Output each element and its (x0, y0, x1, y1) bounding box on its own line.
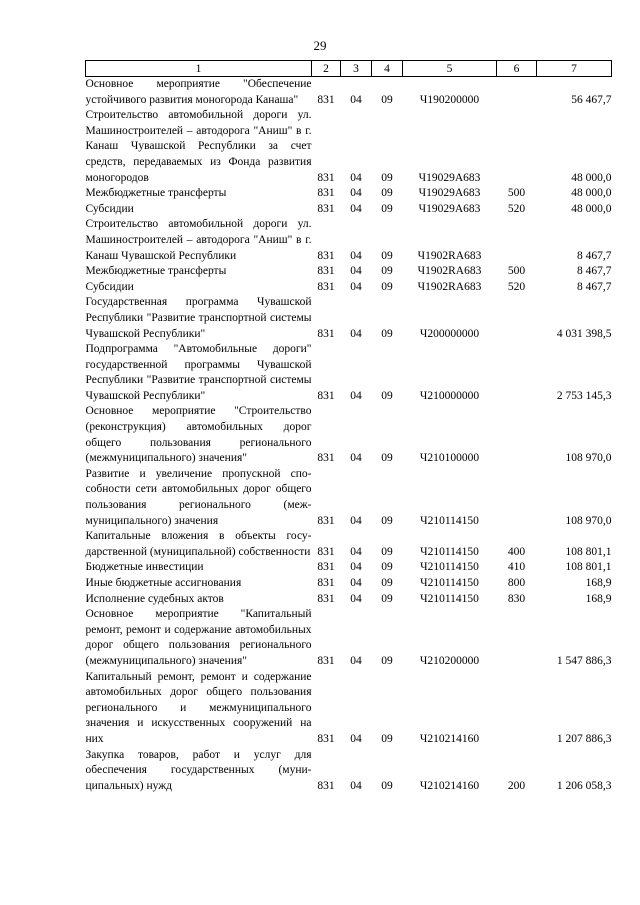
table-row (86, 186, 612, 202)
row-name: Развитие и увеличение пропускной способности сети автомобильных дорог общего пользования регионального (межмуниципального) значения (85, 467, 312, 527)
row-amount: 168,9 (585, 592, 612, 605)
row-amount: 108 970,0 (565, 452, 612, 465)
row-expense-type (497, 108, 537, 186)
row-target-code: Ч210114150 (420, 561, 479, 574)
row-amount: 2 753 145,3 (556, 389, 612, 402)
row-expense-type (497, 217, 537, 264)
row-name: Основное мероприятие "Строительство (реконструкция) автомобильных дорог общего пользования регионального (межмуниципального) значения" (85, 405, 312, 465)
row-subsection-code: 09 (381, 265, 393, 278)
row-section-code: 04 (350, 452, 362, 465)
row-section-code: 04 (350, 187, 362, 200)
row-section-code: 04 (350, 545, 362, 558)
row-expense-type (497, 607, 537, 669)
row-target-code: Ч210114150 (420, 577, 479, 589)
row-subsection-code: 09 (381, 592, 393, 605)
row-amount: 1 207 886,3 (556, 732, 612, 745)
row-name: Капитальные вложения в объекты государственной (муниципальной) собственности (85, 530, 312, 558)
row-expense-type (497, 77, 537, 109)
row-amount: 108 970,0 (565, 514, 612, 527)
row-subsection-code: 09 (381, 280, 393, 293)
row-ministry-code: 831 (317, 514, 335, 527)
row-name: Основное мероприятие "Капитальный ремонт, ремонт и содержание автомобильных дорог общего пользования регионального (межмуниципального) значения" (85, 608, 312, 667)
row-name: Межбюджетные трансферты (85, 265, 227, 278)
table-row (86, 560, 612, 576)
row-ministry-code: 831 (317, 265, 335, 278)
row-expense-type (497, 467, 537, 529)
row-name: Исполнение судебных актов (85, 592, 224, 605)
row-name: Государственная программа Чувашской Республики "Развитие транспортной системы Чувашской Республики" (85, 296, 312, 340)
row-expense-type: 800 (507, 577, 526, 589)
row-section-code: 04 (350, 779, 362, 792)
row-expense-type: 200 (507, 779, 526, 792)
row-name: Субсидии (85, 280, 134, 293)
row-target-code: Ч210200000 (419, 654, 480, 667)
column-header-4: 4 (372, 61, 403, 77)
row-ministry-code: 831 (317, 779, 335, 792)
row-name: Строительство автомобильной дороги ул. Машиностроителей – автодорога "Аниш" в г. Канаш Чувашской Республики (85, 218, 312, 262)
row-ministry-code: 831 (317, 452, 335, 465)
row-target-code: Ч19029А683 (418, 171, 481, 184)
row-amount: 1 547 886,3 (556, 654, 612, 667)
row-section-code: 04 (350, 171, 362, 184)
row-subsection-code: 09 (381, 654, 393, 667)
row-expense-type: 830 (507, 592, 526, 605)
row-target-code: Ч210114150 (420, 514, 479, 527)
row-target-code: Ч1902RA683 (417, 249, 482, 262)
row-subsection-code: 09 (381, 187, 393, 200)
row-section-code: 04 (350, 592, 362, 605)
row-ministry-code: 831 (317, 327, 335, 340)
row-section-code: 04 (350, 654, 362, 667)
column-header-2: 2 (312, 61, 341, 77)
row-subsection-code: 09 (381, 327, 393, 340)
row-expense-type: 520 (507, 202, 526, 215)
row-subsection-code: 09 (381, 93, 393, 106)
table-row (86, 670, 612, 748)
row-section-code: 04 (350, 732, 362, 745)
row-section-code: 04 (350, 577, 362, 589)
row-ministry-code: 831 (317, 171, 335, 184)
table-row (86, 295, 612, 342)
row-target-code: Ч1902RA683 (417, 265, 482, 278)
row-section-code: 04 (350, 514, 362, 527)
row-subsection-code: 09 (381, 202, 393, 215)
table-row (86, 592, 612, 608)
row-target-code: Ч200000000 (419, 327, 480, 340)
row-name: Капитальный ремонт, ремонт и содержание автомобильных дорог общего пользования регионального и межмуниципального значения и искусственных сооружений на них (85, 670, 312, 745)
row-amount: 8 467,7 (577, 249, 612, 262)
row-target-code: Ч210000000 (419, 389, 480, 402)
row-amount: 48 000,0 (571, 187, 612, 200)
row-section-code: 04 (350, 249, 362, 262)
row-name: Основное мероприятие "Обеспечение устойчивого развития моногорода Канаша" (85, 78, 312, 106)
table-row (86, 748, 612, 795)
row-amount: 1 206 058,3 (556, 779, 612, 792)
table-row (86, 529, 612, 560)
row-name: Субсидии (85, 202, 134, 215)
row-section-code: 04 (350, 327, 362, 340)
row-amount: 8 467,7 (577, 280, 612, 293)
row-ministry-code: 831 (317, 93, 335, 106)
column-header-3: 3 (341, 61, 372, 77)
row-ministry-code: 831 (317, 202, 335, 215)
row-subsection-code: 09 (381, 171, 393, 184)
table-row (86, 280, 612, 296)
table-row (86, 217, 612, 264)
table-row (86, 576, 612, 592)
row-amount: 56 467,7 (571, 93, 612, 106)
row-target-code: Ч1902RA683 (417, 280, 482, 293)
row-expense-type: 410 (507, 561, 526, 574)
row-amount: 168,9 (585, 577, 612, 589)
table-row (86, 342, 612, 404)
row-ministry-code: 831 (317, 249, 335, 262)
row-subsection-code: 09 (381, 577, 393, 589)
row-section-code: 04 (350, 561, 362, 574)
row-subsection-code: 09 (381, 514, 393, 527)
row-section-code: 04 (350, 280, 362, 293)
row-amount: 108 801,1 (565, 545, 612, 558)
column-header-5: 5 (403, 61, 497, 77)
page-number: 29 (313, 38, 327, 53)
row-expense-type: 400 (507, 545, 526, 558)
row-ministry-code: 831 (317, 280, 335, 293)
row-section-code: 04 (350, 202, 362, 215)
row-target-code: Ч19029А683 (418, 187, 481, 200)
row-subsection-code: 09 (381, 249, 393, 262)
row-name: Строительство автомобильной дороги ул. Машиностроителей – автодорога "Аниш" в г. Канаш Чувашской Республики за счет средств, передаваемых из Фонда развития моногородов (85, 109, 312, 184)
row-name: Иные бюджетные ассигнования (85, 577, 242, 589)
table-row (86, 607, 612, 669)
row-ministry-code: 831 (317, 187, 335, 200)
row-ministry-code: 831 (317, 654, 335, 667)
row-amount: 48 000,0 (571, 202, 612, 215)
column-header-6: 6 (497, 61, 537, 77)
row-subsection-code: 09 (381, 561, 393, 574)
table-row (86, 108, 612, 186)
column-header-7: 7 (537, 61, 612, 77)
row-expense-type (497, 404, 537, 466)
row-name: Бюджетные инвестиции (85, 561, 204, 574)
row-subsection-code: 09 (381, 732, 393, 745)
budget-table (85, 60, 612, 794)
row-subsection-code: 09 (381, 545, 393, 558)
table-row (86, 467, 612, 529)
row-subsection-code: 09 (381, 779, 393, 792)
row-section-code: 04 (350, 265, 362, 278)
row-target-code: Ч190200000 (419, 93, 480, 106)
row-target-code: Ч210114150 (420, 592, 479, 605)
row-amount: 4 031 398,5 (556, 327, 612, 340)
row-expense-type: 520 (507, 280, 526, 293)
row-section-code: 04 (350, 93, 362, 106)
row-target-code: Ч210214160 (419, 779, 480, 792)
row-expense-type: 500 (507, 187, 526, 200)
row-subsection-code: 09 (381, 389, 393, 402)
row-ministry-code: 831 (317, 577, 335, 589)
row-target-code: Ч210114150 (420, 545, 479, 558)
table-row (86, 77, 612, 109)
row-ministry-code: 831 (317, 592, 335, 605)
row-target-code: Ч210100000 (419, 452, 480, 465)
table-header-row (86, 61, 612, 77)
row-amount: 8 467,7 (577, 265, 612, 278)
row-target-code: Ч210214160 (419, 732, 480, 745)
row-subsection-code: 09 (381, 452, 393, 465)
table-row (86, 202, 612, 218)
row-amount: 108 801,1 (565, 561, 612, 574)
row-amount: 48 000,0 (571, 171, 612, 184)
column-header-1: 1 (86, 61, 312, 77)
row-expense-type: 500 (507, 265, 526, 278)
table-row (86, 264, 612, 280)
row-ministry-code: 831 (317, 545, 335, 558)
row-expense-type (497, 295, 537, 342)
row-ministry-code: 831 (317, 732, 335, 745)
row-name: Межбюджетные трансферты (85, 187, 227, 200)
table-body (86, 77, 612, 795)
row-name: Подпрограмма "Автомобильные дороги" государственной программы Чувашской Республики "Развитие транспортной системы Чувашской Республики" (85, 343, 312, 402)
row-target-code: Ч19029А683 (418, 202, 481, 215)
row-ministry-code: 831 (317, 389, 335, 402)
row-name: Закупка товаров, работ и услуг для обеспечения государственных (муниципальных) нужд (85, 748, 312, 792)
row-ministry-code: 831 (317, 561, 335, 574)
row-expense-type (497, 342, 537, 404)
row-section-code: 04 (350, 389, 362, 402)
table-row (86, 404, 612, 466)
row-expense-type (497, 670, 537, 748)
